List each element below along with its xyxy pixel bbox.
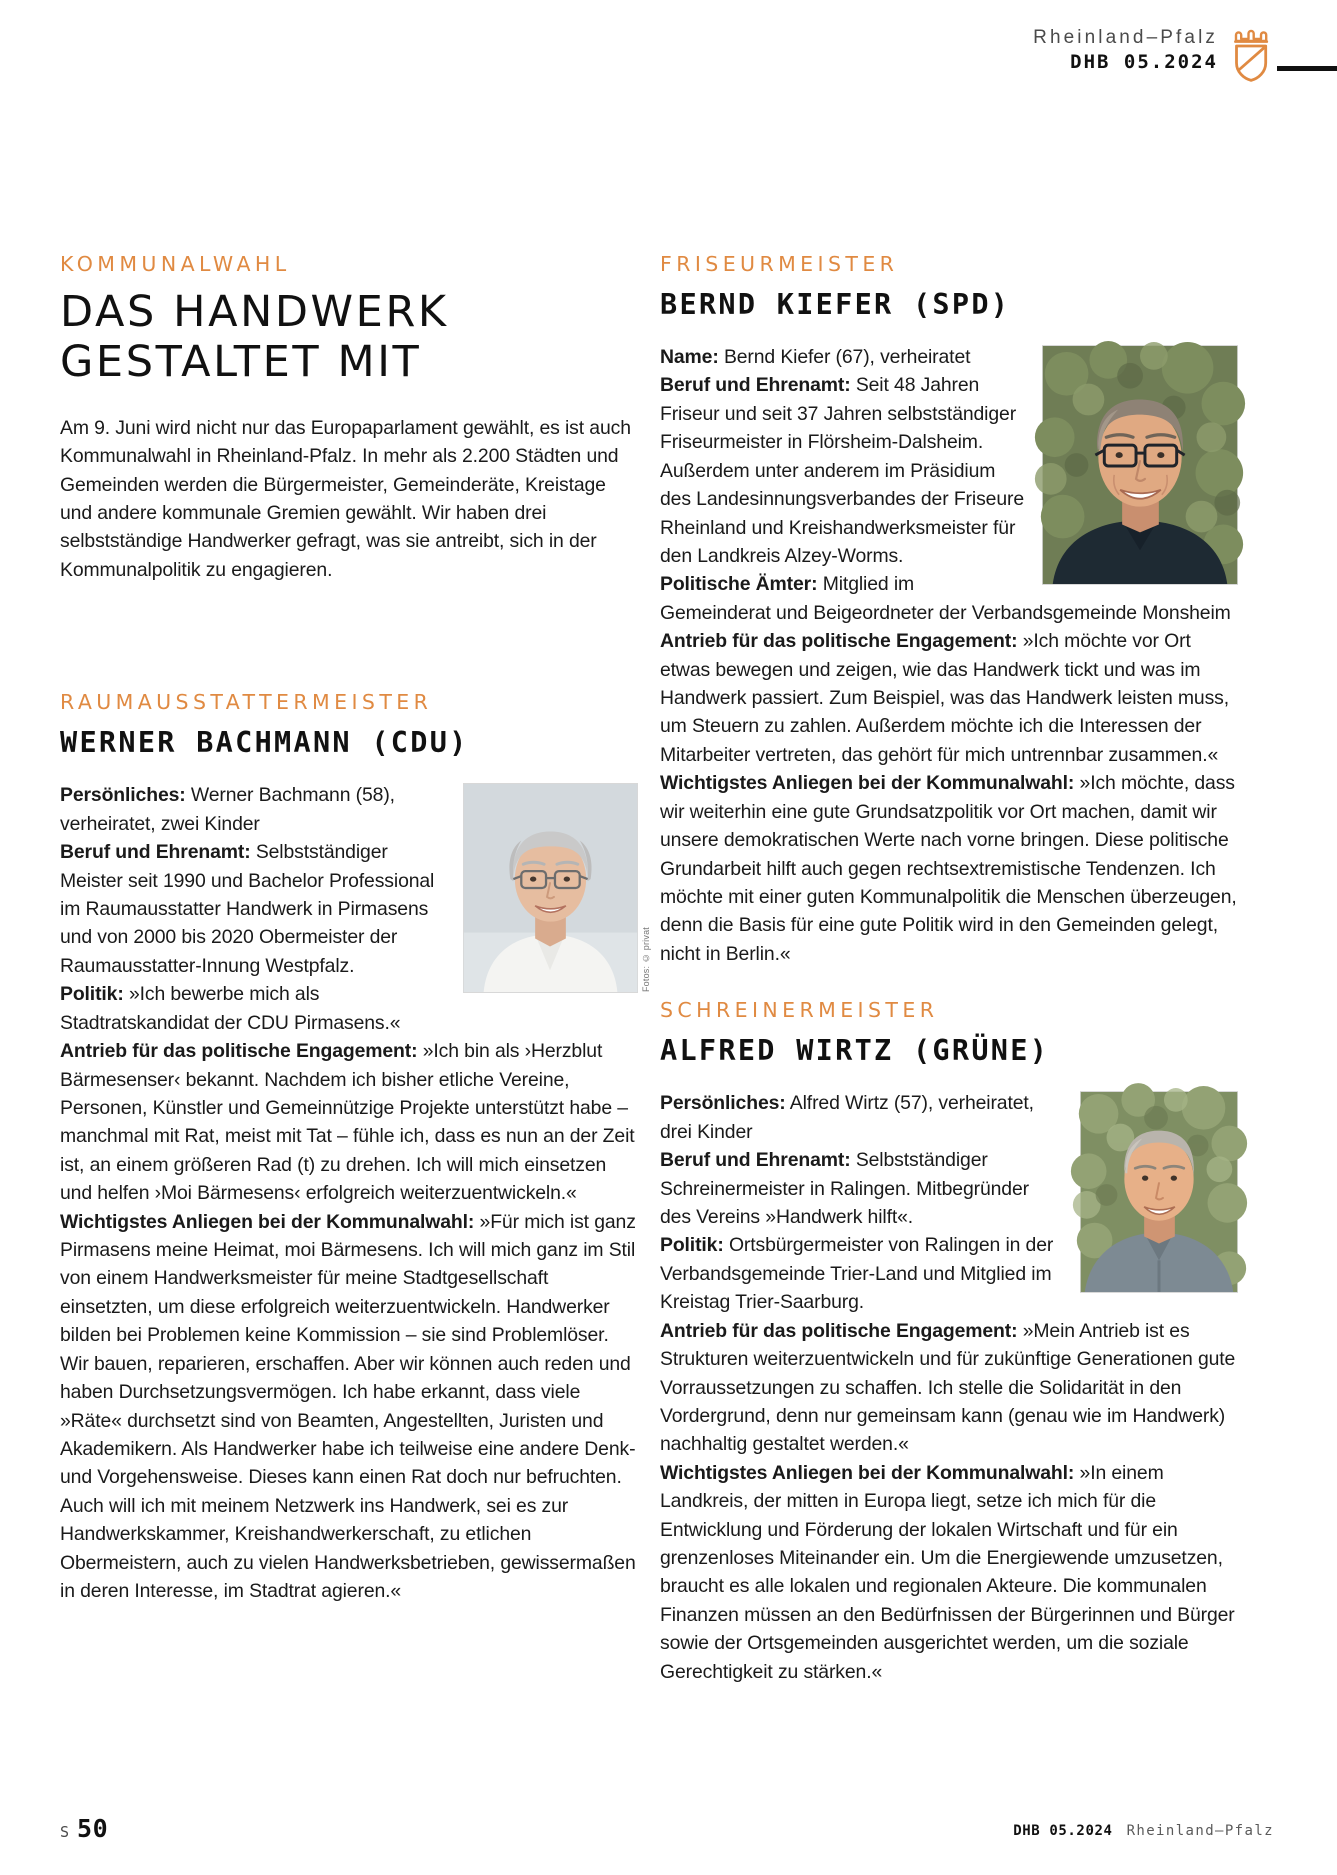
footer-imprint: [1013, 1823, 1274, 1839]
footer-region: Rheinland–Pfalz: [1126, 1823, 1274, 1839]
field-value: »In einem Landkreis, der mitten in Europa liegt, setze ich mich für die Entwicklung und Förderung der lokalen Wirtschaft und für ein grenzenloses Miteinander ein. Um die Energiewende umzusetzen, braucht es alle lokalen und regionalen Akteure. Die kommunalen Finanzen müssen an den Bedürfnissen der Bürgerinnen und Bürger sowie der Ortsgemeinden ausgerichtet werden, um die soziale Gerechtigkeit zu stärken.«: [660, 1461, 1235, 1683]
field-label: Persönliches:: [660, 1092, 786, 1115]
field-value: »Mein Antrieb ist es Strukturen weiterzuentwickeln und für zukünftige Generationen gute Vorraussetzungen zu schaffen. Ich stelle die Solidarität in den Vordergrund, denn nur gemeinsam kann (genau wie im Handwerk) nachhaltig gestaltet werden.«: [660, 1319, 1236, 1456]
intro-block: [60, 252, 638, 584]
intro-kicker: KOMMUNALWAHL: [60, 252, 291, 276]
field-value: »Ich möchte vor Ort etwas bewegen und zeigen, wie das Handwerk tickt und was im Handwerk passiert. Zum Beispiel, was das Handwerk leisten muss, um Steuern zu zahlen. Außerdem möchte ich die Interessen der Mitarbeiter vertreten, das gehört für mich untrennbar zusammen.«: [660, 630, 1229, 766]
field-value: »Ich bewerbe mich als Stadtratskandidat der CDU Pirmasens.«: [60, 983, 401, 1034]
field-label: Antrieb für das politische Engagement:: [60, 1040, 418, 1063]
profile-kicker: SCHREINERMEISTER: [660, 998, 939, 1023]
field-value: Ortsbürgermeister von Ralingen in der Verbandsgemeinde Trier-Land und Mitglied im Kreistag Trier-Saarburg.: [660, 1234, 1054, 1314]
masthead-text: [1033, 26, 1230, 75]
field-label: Politik:: [660, 1234, 724, 1257]
footer-issue: DHB 05.2024: [1013, 1823, 1113, 1839]
field-value: Werner Bachmann (58), verheiratet, zwei Kinder: [60, 784, 395, 835]
headline-line-2: GESTALTET MIT: [60, 336, 422, 387]
page-footer: [60, 1813, 1274, 1843]
rhineland-palatinate-crest-icon: [1230, 28, 1274, 82]
profile-name: WERNER BACHMANN (CDU): [60, 726, 469, 760]
field-value: Selbstständiger Meister seit 1990 und Bachelor Professional im Raumausstatter Handwerk in Pirmasens und von 2000 bis 2020 Obermeister der Raumausstatter-Innung Westpfalz.: [60, 841, 435, 977]
field-label: Antrieb für das politische Engagement:: [660, 630, 1018, 653]
masthead-region: Rheinland–Pfalz: [1033, 27, 1218, 48]
profile-kicker: FRISEURMEISTER: [660, 252, 899, 276]
right-column: [660, 252, 1238, 1686]
field-label: Politik:: [60, 983, 124, 1006]
field-label: Beruf und Ehrenamt:: [660, 1149, 851, 1172]
field-label: Beruf und Ehrenamt:: [660, 374, 851, 397]
field-label: Wichtigstes Anliegen bei der Kommunalwahl:: [660, 1461, 1075, 1484]
masthead-rule: [1277, 66, 1337, 71]
profile-photo-bernd-kiefer: [1042, 345, 1238, 585]
field-value: »Ich möchte, dass wir weiterhin eine gute Grundsatzpolitik vor Ort machen, damit wir unsere demokratischen Werte nach vorne bringen. Diese politische Grundarbeit hilft auch gegen rechtsextremistische Tendenzen. Ich möchte mit einer guten Kommunalpolitik die Menschen überzeugen, denn die Basis für eine gute Politik wird in den Gemeinden gelegt, nicht in Berlin.«: [660, 772, 1237, 965]
headline-line-1: DAS HANDWERK: [60, 287, 449, 337]
field-value: Selbstständiger Schreinermeister in Ralingen. Mitbegründer des Vereins »Handwerk hilft«.: [660, 1149, 1029, 1228]
profile-alfred-wirtz: [660, 998, 1238, 1686]
profile-kicker: RAUMAUSSTATTERMEISTER: [60, 690, 433, 715]
field-label: Politische Ämter:: [660, 573, 818, 596]
footer-page-marker: [60, 1814, 108, 1843]
intro-paragraph: Am 9. Juni wird nicht nur das Europaparlament gewählt, es ist auch Kommunalwahl in Rheinland-Pfalz. In mehr als 2.200 Städten und Gemeinden werden die Bürgermeister, Gemeinderäte, Kreistage und andere kommunale Gremien gewählt. Wir haben drei selbstständige Handwerker gefragt, was sie antreibt, sich in der Kommunalpolitik zu engagieren.: [60, 416, 631, 581]
field-value: Mitglied im Gemeinderat und Beigeordneter der Verbandsgemeinde Monsheim: [660, 573, 1231, 624]
page-title: [60, 288, 638, 388]
field-label: Antrieb für das politische Engagement:: [660, 1319, 1018, 1342]
profile-name: ALFRED WIRTZ (GRÜNE): [660, 1034, 1050, 1068]
photo-credit: Fotos: © privat: [641, 927, 651, 993]
field-label: Wichtigstes Anliegen bei der Kommunalwahl:: [60, 1210, 475, 1233]
profile-werner-bachmann: [60, 690, 651, 1605]
profile-bernd-kiefer: [660, 252, 1238, 968]
masthead: [1033, 26, 1274, 82]
field-label: Name:: [660, 346, 719, 368]
footer-page-number: 50: [77, 1814, 109, 1843]
footer-page-prefix: S: [60, 1823, 71, 1841]
field-label: Wichtigstes Anliegen bei der Kommunalwahl:: [660, 772, 1075, 795]
field-value: »Für mich ist ganz Pirmasens meine Heimat, moi Bärmesens. Ich will mich ganz im Stil von einem Handwerksmeister für meine Stadtgesellschaft einsetzten, um diese erfolgreich weiterzuentwickeln. Handwerker bilden bei Problemen keine Kommission – sie sind Problemlöser. Wir bauen, reparieren, erschaffen. Aber wir können auch reden und haben Durchsetzungsvermögen. Ich habe erkannt, dass viele »Räte« durchsetzt sind von Beamten, Angestellten, Juristen und Akademikern. Als Handwerker habe ich teilweise eine andere Denk- und Vorgehensweise. Dieses kann einen Rat doch nur befruchten. Auch will ich mit meinem Netzwerk ins Handwerk, sei es zur Handwerkskammer, Kreishandwerkerschaft, zu etlichen Obermeistern, auch zu vielen Handwerksbetrieben, gewissermaßen in deren Interesse, im Stadtrat agieren.«: [60, 1210, 636, 1603]
field-value: Bernd Kiefer (67), verheiratet: [718, 346, 971, 368]
field-label: Beruf und Ehrenamt:: [60, 841, 251, 864]
profile-name: BERND KIEFER (SPD): [660, 288, 1011, 321]
field-label: Persönliches:: [60, 784, 186, 807]
field-value: Alfred Wirtz (57), verheiratet, drei Kinder: [660, 1092, 1034, 1143]
left-column: [60, 252, 651, 1606]
field-value: »Ich bin als ›Herzblut Bärmesenser‹ bekannt. Nachdem ich bisher etliche Vereine, Personen, Künstler und Gemeinnützige Projekte unterstützt habe – manchmal mit Rat, meist mit Tat – fühle ich, dass es nun an der Zeit ist, an einem größeren Rad (t) zu drehen. Ich will mich einsetzen und helfen ›Moi Bärmesens‹ erfolgreich weiterzuentwickeln.«: [60, 1040, 635, 1205]
profile-photo-alfred-wirtz: [1080, 1091, 1238, 1293]
profile-photo-werner-bachmann: [463, 783, 651, 993]
field-value: Seit 48 Jahren Friseur und seit 37 Jahren selbstständiger Friseurmeister in Flörsheim-Dalsheim. Außerdem unter anderem im Präsidium des Landesinnungsverbandes der Friseure Rheinland und Kreishandwerksmeister für den Landkreis Alzey-Worms.: [660, 374, 1024, 567]
masthead-issue: DHB 05.2024: [1070, 50, 1218, 73]
